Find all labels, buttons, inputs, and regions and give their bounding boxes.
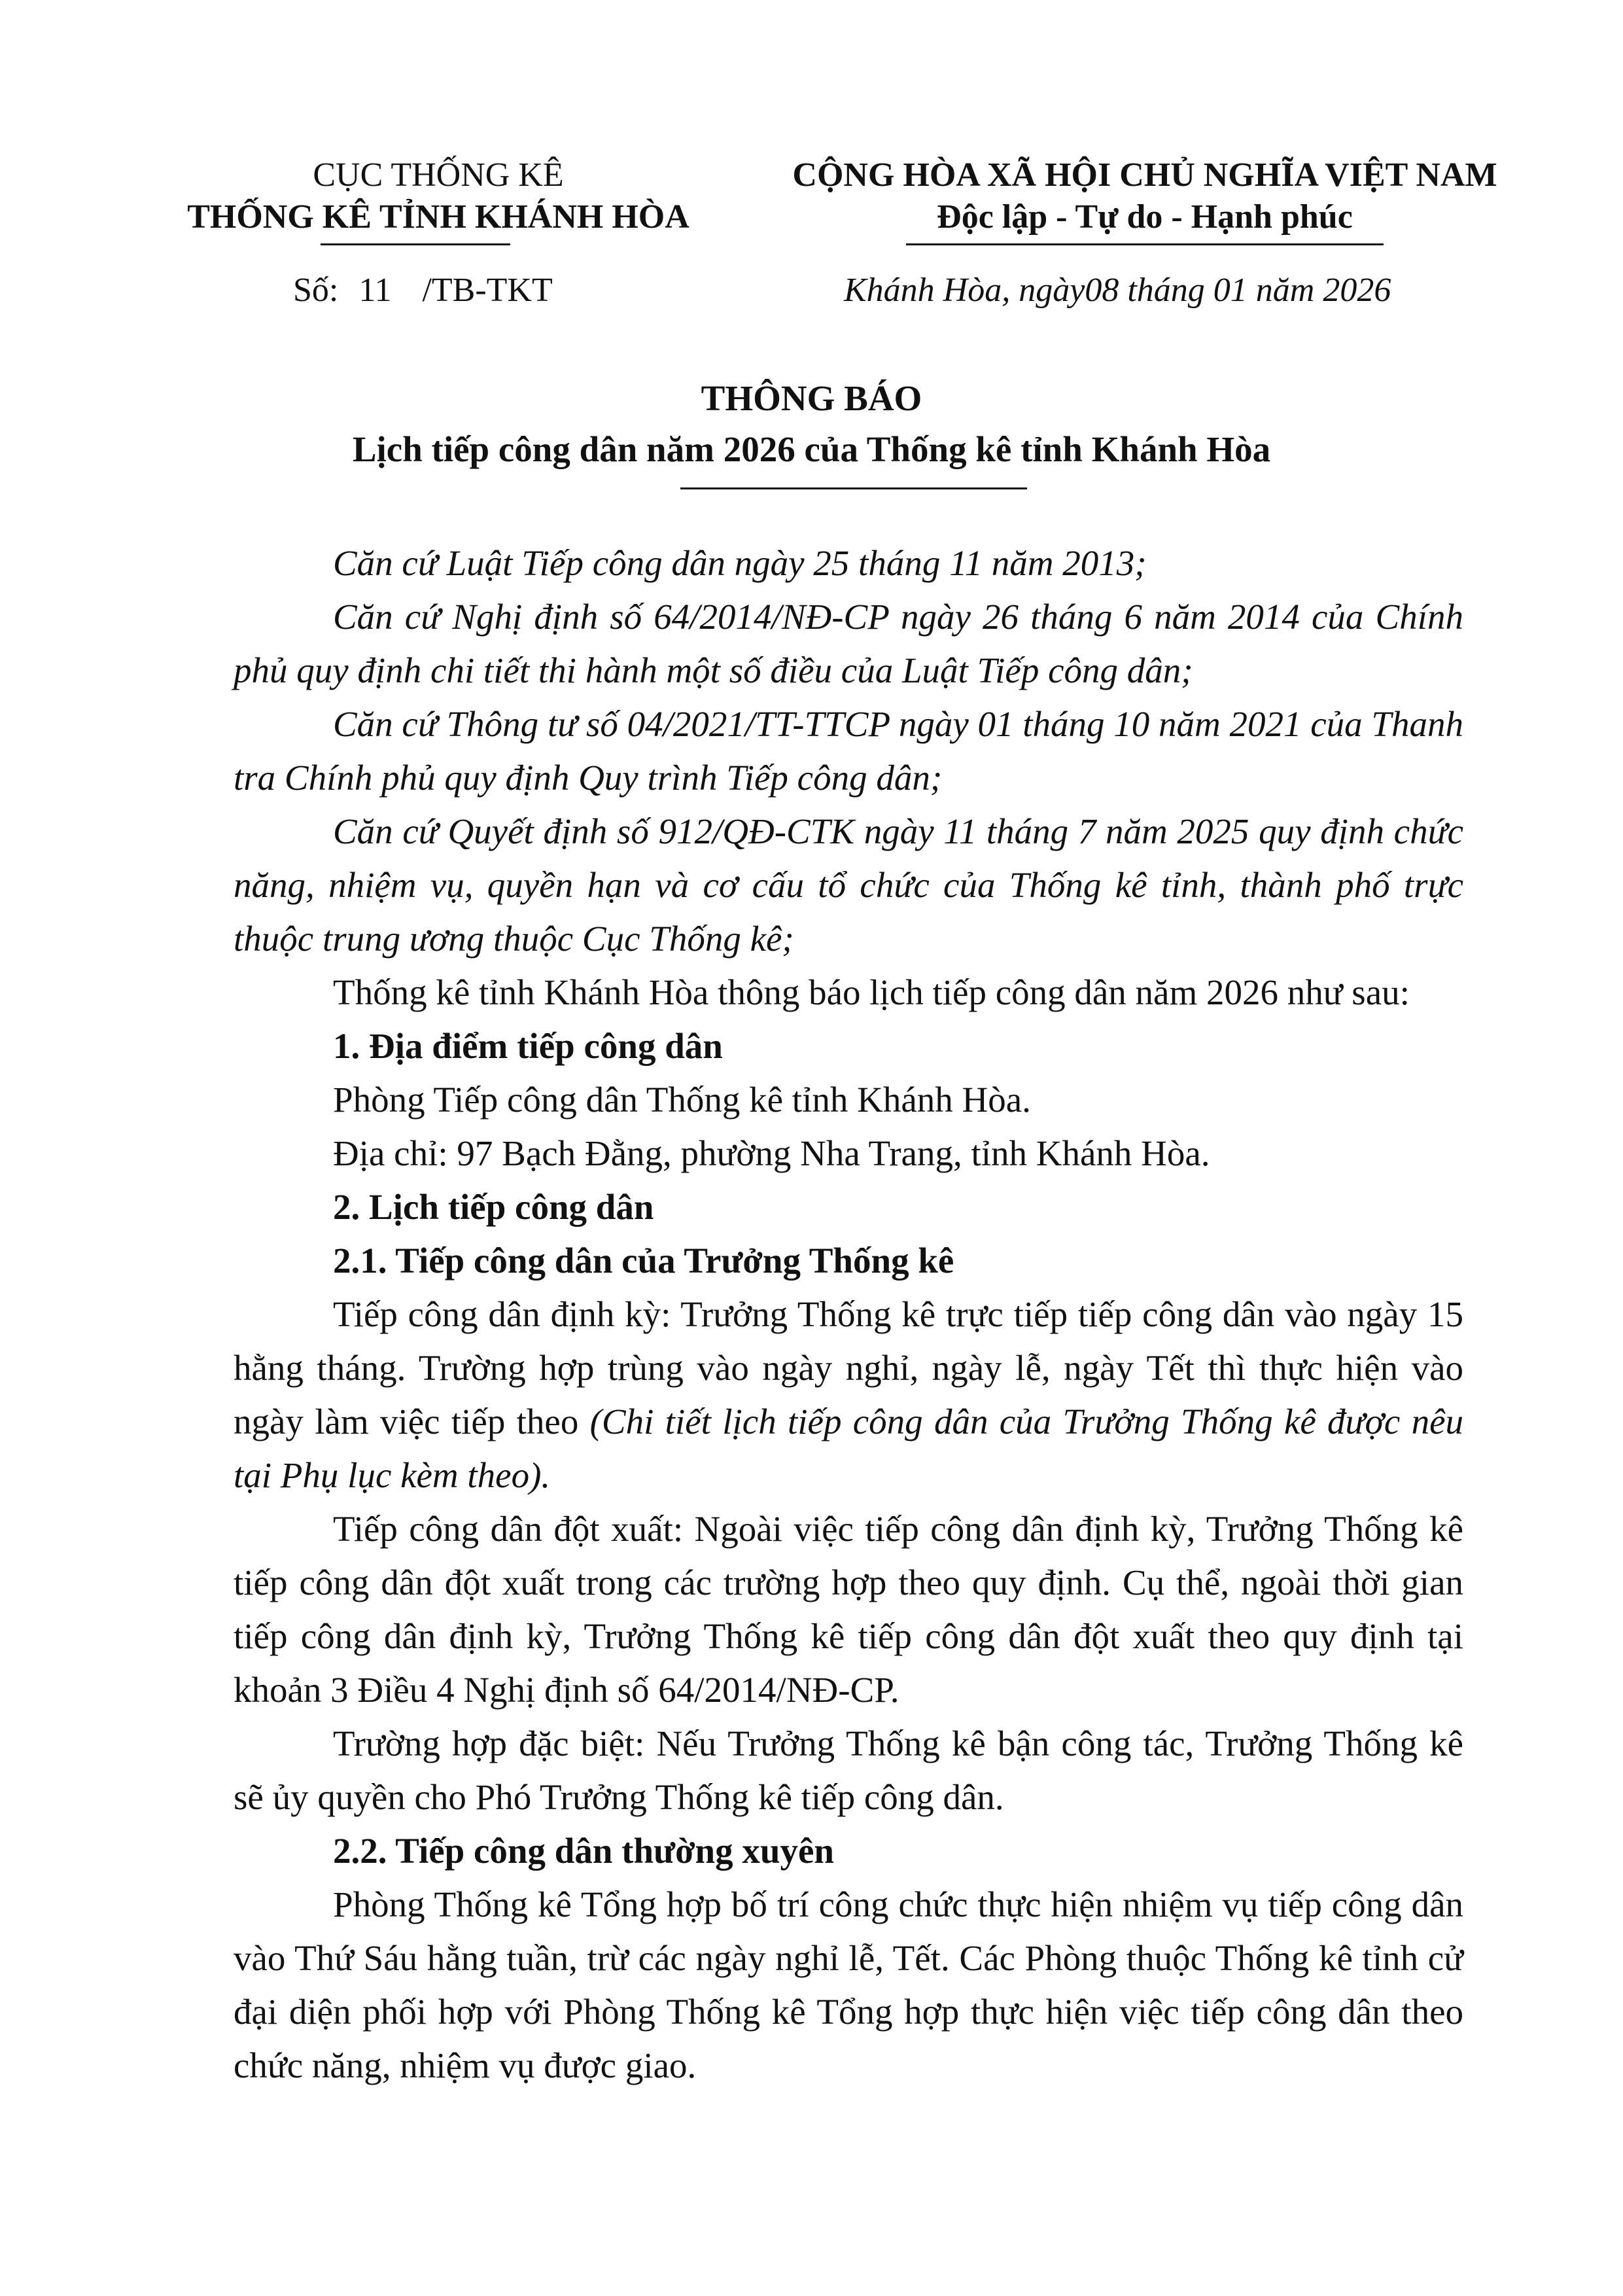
legal-basis-2: Căn cứ Nghị định số 64/2014/NĐ-CP ngày 26 tháng 6 năm 2014 của Chính phủ quy định chi tiết thi hành một số điều của Luật Tiếp công dân; bbox=[234, 597, 1463, 690]
periodic-reception-text: Tiếp công dân định kỳ: Trưởng Thống kê trực tiếp tiếp công dân vào ngày 15 hằng tháng. Trường hợp trùng vào ngày nghỉ, ngày lễ, ngày Tết thì thực hiện vào ngày làm việc tiếp theo bbox=[234, 1294, 1463, 1441]
doc-number-label: Số: bbox=[293, 272, 339, 309]
section-2-2-paragraph-1: Phòng Thống kê Tổng hợp bố trí công chức thực hiện nhiệm vụ tiếp công dân vào Thứ Sáu hằng tuần, trừ các ngày nghỉ lễ, Tết. Các Phòng thuộc Thống kê tỉnh cử đại diện phối hợp với Phòng Thống kê Tổng hợp thực hiện việc tiếp công dân theo chức năng, nhiệm vụ được giao. bbox=[234, 1884, 1463, 2085]
section-1-location: Phòng Tiếp công dân Thống kê tỉnh Khánh Hòa. bbox=[333, 1080, 1031, 1120]
doc-number-suffix: /TB-TKT bbox=[422, 272, 553, 309]
section-2-1-heading: 2.1. Tiếp công dân của Trưởng Thống kê bbox=[333, 1241, 954, 1280]
intro-paragraph: Thống kê tỉnh Khánh Hòa thông báo lịch tiếp công dân năm 2026 như sau: bbox=[333, 972, 1410, 1012]
nation-title: CỘNG HÒA XÃ HỘI CHỦ NGHĨA VIỆT NAM bbox=[792, 156, 1497, 194]
section-2-2-heading: 2.2. Tiếp công dân thường xuyên bbox=[333, 1831, 834, 1871]
place-date-day: 08 bbox=[1085, 272, 1119, 309]
doc-number-line bbox=[293, 270, 553, 311]
motto-underline bbox=[906, 243, 1384, 245]
section-2-heading: 2. Lịch tiếp công dân bbox=[333, 1187, 654, 1227]
document-subtitle: Lịch tiếp công dân năm 2026 của Thống kê tỉnh Khánh Hòa bbox=[352, 429, 1271, 469]
section-2-1-paragraph-2: Tiếp công dân đột xuất: Ngoài việc tiếp công dân định kỳ, Trưởng Thống kê tiếp công dân đột xuất trong các trường hợp theo quy định. Cụ thể, ngoài thời gian tiếp công dân định kỳ, Trưởng Thống kê tiếp công dân đột xuất theo quy định tại khoản 3 Điều 4 Nghị định số 64/2014/NĐ-CP. bbox=[234, 1509, 1463, 1710]
periodic-reception-note: (Chi tiết lịch tiếp công dân của Trưởng Thống kê được nêu tại Phụ lục kèm theo). bbox=[234, 1402, 1463, 1495]
agency-underline bbox=[321, 243, 510, 245]
place-date-prefix: Khánh Hòa, ngày bbox=[844, 272, 1085, 309]
doc-number: 11 bbox=[358, 272, 392, 309]
section-2-1-paragraph-3: Trường hợp đặc biệt: Nếu Trưởng Thống kê bận công tác, Trưởng Thống kê sẽ ủy quyền cho Phó Trưởng Thống kê tiếp công dân. bbox=[234, 1723, 1463, 1817]
section-1-heading: 1. Địa điểm tiếp công dân bbox=[333, 1026, 723, 1066]
agency-name: THỐNG KÊ TỈNH KHÁNH HÒA bbox=[187, 198, 689, 236]
agency-parent: CỤC THỐNG KÊ bbox=[313, 156, 564, 194]
legal-basis-3: Căn cứ Thông tư số 04/2021/TT-TTCP ngày 01 tháng 10 năm 2021 của Thanh tra Chính phủ quy định Quy trình Tiếp công dân; bbox=[234, 704, 1463, 798]
place-date-suffix: tháng 01 năm 2026 bbox=[1127, 272, 1391, 309]
title-underline bbox=[680, 487, 1027, 489]
national-motto: Độc lập - Tự do - Hạnh phúc bbox=[937, 198, 1353, 236]
place-date bbox=[844, 270, 1391, 311]
document-title: THÔNG BÁO bbox=[701, 378, 922, 418]
document-body bbox=[234, 537, 1463, 2093]
section-2-1-paragraph-1 bbox=[234, 1288, 1463, 1502]
legal-basis-1: Căn cứ Luật Tiếp công dân ngày 25 tháng 11 năm 2013; bbox=[333, 543, 1147, 583]
legal-basis-4: Căn cứ Quyết định số 912/QĐ-CTK ngày 11 tháng 7 năm 2025 quy định chức năng, nhiệm vụ, quyền hạn và cơ cấu tổ chức của Thống kê tỉnh, thành phố trực thuộc trung ương thuộc Cục Thống kê; bbox=[234, 811, 1463, 959]
section-1-address: Địa chỉ: 97 Bạch Đằng, phường Nha Trang, tỉnh Khánh Hòa. bbox=[333, 1133, 1210, 1173]
